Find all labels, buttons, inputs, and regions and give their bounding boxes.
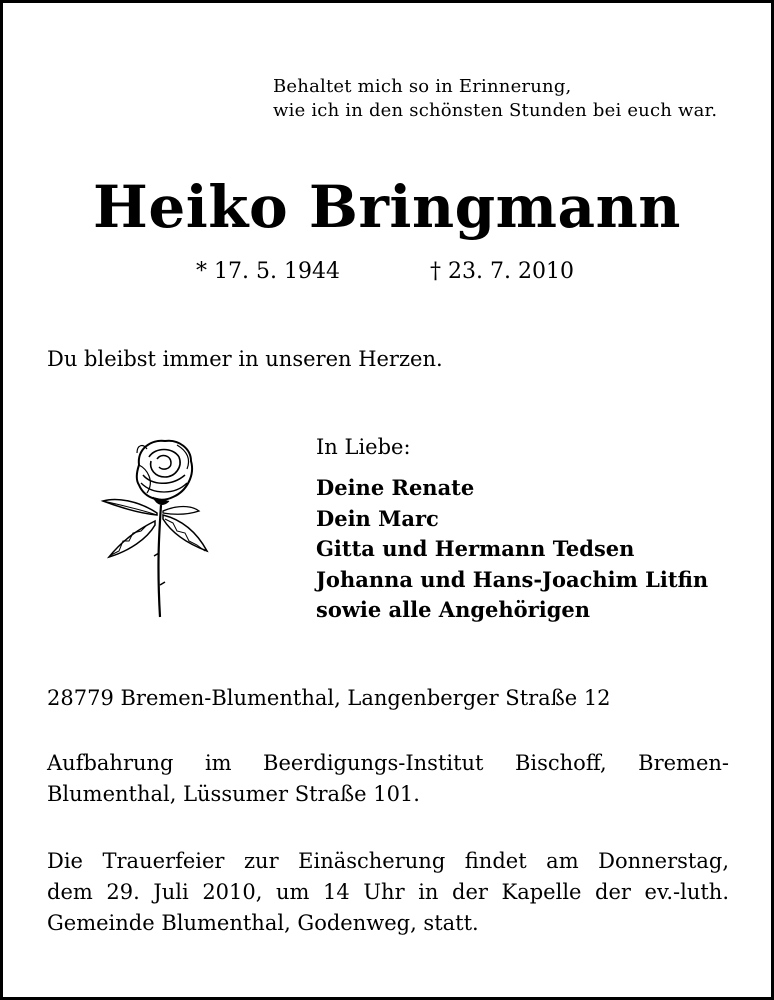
mourner-name: sowie alle Angehörigen: [316, 597, 591, 622]
motto: [273, 75, 717, 123]
mourner-name: Gitta und Hermann Tedsen: [316, 536, 635, 561]
deceased-name: Heiko Bringmann: [93, 173, 681, 241]
mourner-name: Johanna und Hans-Joachim Litfin: [316, 566, 709, 592]
mourners-label: In Liebe:: [316, 435, 411, 459]
mourner-name: Deine Renate: [316, 475, 475, 500]
ceremony-line: dem 29. Juli 2010, um 14 Uhr in der Kapelle der ev.-luth.: [47, 880, 729, 904]
message-line: Du bleibst immer in unseren Herzen.: [47, 347, 443, 371]
ceremony-line: Gemeinde Blumenthal, Godenweg, statt.: [47, 911, 479, 935]
rose-icon: [99, 435, 219, 620]
viewing-line: Blumenthal, Lüssumer Straße 101.: [47, 782, 420, 806]
mourners-list: [316, 473, 708, 626]
ceremony-line: Die Trauerfeier zur Einäscherung findet am Donnerstag,: [47, 849, 729, 873]
birth-date: * 17. 5. 1944: [196, 259, 340, 284]
family-address: 28779 Bremen-Blumenthal, Langenberger Straße 12: [47, 686, 611, 710]
viewing-line: Aufbahrung im Beerdigungs-Institut Bischoff, Bremen-: [47, 751, 729, 775]
viewing-info: [47, 748, 729, 810]
death-date: † 23. 7. 2010: [430, 259, 574, 284]
motto-line: Behaltet mich so in Erinnerung,: [273, 76, 572, 97]
ceremony-info: [47, 846, 729, 939]
motto-line: wie ich in den schönsten Stunden bei euch war.: [273, 100, 718, 121]
mourner-name: Dein Marc: [316, 505, 439, 531]
